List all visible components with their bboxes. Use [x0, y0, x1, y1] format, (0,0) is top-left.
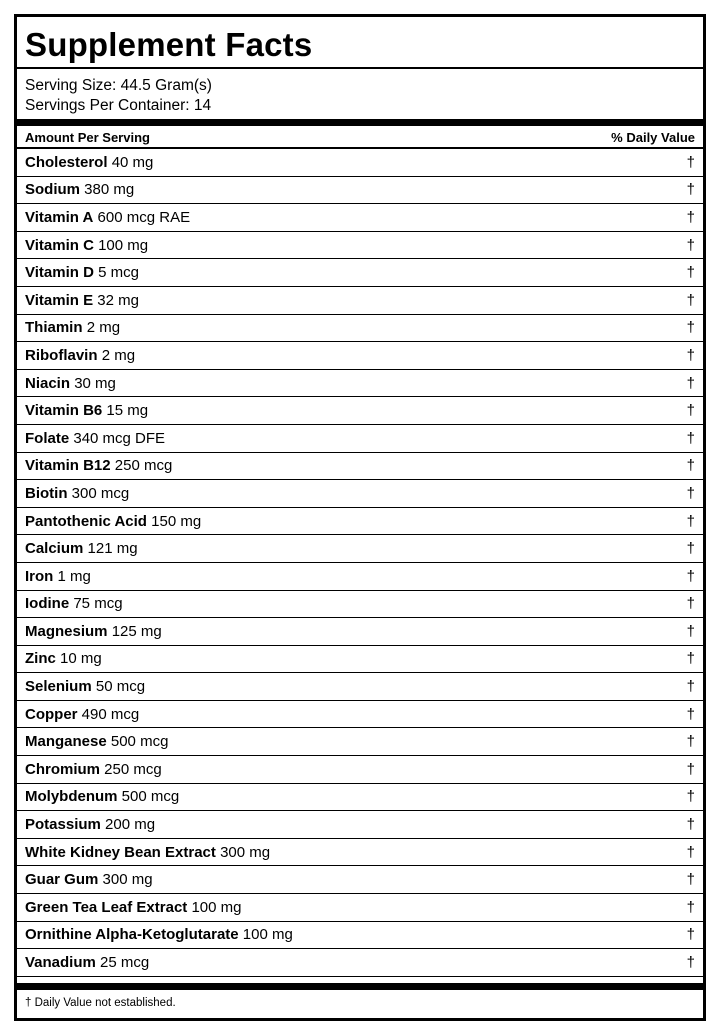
nutrient-amount: 40 mg — [111, 153, 154, 171]
nutrient-daily-value: † — [686, 843, 695, 861]
thick-divider — [17, 119, 703, 126]
nutrient-name: Calcium — [25, 540, 84, 558]
nutrient-entry — [25, 678, 145, 695]
nutrient-row — [17, 701, 703, 729]
nutrient-row — [17, 370, 703, 398]
nutrient-row — [17, 508, 703, 536]
serving-size: Serving Size: 44.5 Gram(s) — [25, 77, 212, 94]
nutrient-amount: 490 mcg — [81, 705, 140, 723]
nutrient-row — [17, 425, 703, 453]
nutrient-name: Vitamin B12 — [25, 457, 111, 475]
nutrient-amount: 2 mg — [86, 319, 121, 337]
nutrient-amount: 10 mg — [60, 650, 102, 668]
nutrient-amount: 100 mg — [242, 926, 293, 944]
nutrient-entry — [25, 954, 149, 971]
nutrient-amount: 121 mg — [87, 540, 138, 558]
nutrient-row — [17, 949, 703, 977]
nutrient-entry — [25, 706, 139, 723]
nutrient-name: Magnesium — [25, 622, 108, 640]
nutrient-daily-value: † — [686, 208, 695, 226]
nutrient-entry — [25, 926, 293, 943]
nutrient-entry — [25, 485, 129, 502]
nutrient-daily-value: † — [686, 236, 695, 254]
nutrient-daily-value: † — [686, 429, 695, 447]
nutrient-row — [17, 894, 703, 922]
nutrient-name: Molybdenum — [25, 788, 118, 806]
nutrient-name: Thiamin — [25, 319, 83, 337]
nutrient-entry — [25, 430, 165, 447]
nutrient-name: White Kidney Bean Extract — [25, 843, 216, 861]
nutrient-daily-value: † — [686, 291, 695, 309]
amount-per-serving-label: Amount Per Serving — [25, 130, 150, 145]
nutrient-entry — [25, 899, 242, 916]
nutrient-daily-value: † — [686, 622, 695, 640]
nutrient-entry — [25, 237, 148, 254]
nutrient-entry — [25, 209, 190, 226]
nutrient-row — [17, 646, 703, 674]
nutrient-daily-value: † — [686, 153, 695, 171]
nutrient-row — [17, 563, 703, 591]
nutrient-amount: 100 mg — [98, 236, 149, 254]
nutrient-amount: 500 mcg — [110, 733, 169, 751]
nutrient-daily-value: † — [686, 898, 695, 916]
nutrient-amount: 250 mcg — [104, 760, 162, 778]
nutrient-daily-value: † — [686, 650, 695, 668]
nutrient-row — [17, 342, 703, 370]
nutrient-amount: 150 mg — [151, 512, 202, 530]
nutrient-amount: 300 mcg — [71, 484, 130, 502]
nutrient-row — [17, 204, 703, 232]
nutrient-entry — [25, 568, 91, 585]
nutrient-daily-value: † — [686, 705, 695, 723]
nutrient-name: Cholesterol — [25, 153, 108, 171]
nutrient-entry — [25, 347, 135, 364]
nutrient-name: Ornithine Alpha-Ketoglutarate — [25, 926, 239, 944]
supplement-facts-panel — [14, 14, 706, 1021]
nutrient-entry — [25, 733, 168, 750]
nutrient-entry — [25, 264, 139, 281]
nutrient-amount: 1 mg — [57, 567, 91, 585]
nutrient-daily-value: † — [686, 871, 695, 889]
nutrient-amount: 30 mg — [74, 374, 116, 392]
nutrient-name: Vitamin C — [25, 236, 94, 254]
nutrient-name: Iodine — [25, 595, 70, 613]
nutrient-amount: 32 mg — [97, 291, 139, 309]
nutrient-entry — [25, 788, 179, 805]
nutrient-name: Manganese — [25, 733, 107, 751]
nutrient-daily-value: † — [686, 926, 695, 944]
nutrient-daily-value: † — [686, 567, 695, 585]
nutrient-amount: 300 mg — [102, 871, 153, 889]
nutrient-name: Chromium — [25, 760, 100, 778]
nutrient-entry — [25, 844, 270, 861]
nutrient-row — [17, 453, 703, 481]
nutrient-name: Green Tea Leaf Extract — [25, 898, 188, 916]
nutrient-name: Iron — [25, 567, 54, 585]
nutrient-name: Copper — [25, 705, 78, 723]
nutrient-amount: 380 mg — [84, 181, 135, 199]
nutrient-entry — [25, 375, 116, 392]
nutrient-name: Vitamin B6 — [25, 402, 103, 420]
nutrient-daily-value: † — [686, 484, 695, 502]
nutrient-entry — [25, 761, 162, 778]
nutrient-name: Pantothenic Acid — [25, 512, 147, 530]
nutrient-daily-value: † — [686, 954, 695, 972]
nutrient-entry — [25, 871, 153, 888]
nutrient-row — [17, 673, 703, 701]
nutrient-name: Zinc — [25, 650, 56, 668]
thick-divider-bottom — [17, 983, 703, 990]
nutrient-entry — [25, 513, 201, 530]
nutrient-amount: 5 mcg — [98, 264, 139, 282]
nutrient-amount: 340 mcg DFE — [73, 429, 166, 447]
nutrient-row — [17, 618, 703, 646]
nutrient-name: Vitamin D — [25, 264, 94, 282]
nutrient-amount: 200 mg — [105, 816, 156, 834]
nutrient-amount: 600 mcg RAE — [97, 208, 191, 226]
nutrient-amount: 15 mg — [106, 402, 149, 420]
nutrient-amount: 25 mcg — [100, 954, 150, 972]
nutrient-row — [17, 177, 703, 205]
nutrient-entry — [25, 402, 148, 419]
nutrient-daily-value: † — [686, 733, 695, 751]
nutrient-entry — [25, 292, 139, 309]
nutrient-name: Sodium — [25, 181, 80, 199]
nutrient-row — [17, 811, 703, 839]
nutrient-entry — [25, 816, 155, 833]
nutrient-row — [17, 839, 703, 867]
nutrient-entry — [25, 154, 153, 171]
nutrient-entry — [25, 319, 120, 336]
nutrient-row — [17, 922, 703, 950]
panel-title: Supplement Facts — [17, 17, 703, 69]
nutrient-amount: 75 mcg — [73, 595, 123, 613]
nutrient-row — [17, 866, 703, 894]
nutrient-name: Niacin — [25, 374, 71, 392]
nutrient-amount: 300 mg — [220, 843, 271, 861]
nutrient-name: Guar Gum — [25, 871, 99, 889]
nutrient-name: Folate — [25, 429, 70, 447]
daily-value-label: % Daily Value — [611, 130, 695, 145]
nutrient-name: Potassium — [25, 816, 101, 834]
nutrient-daily-value: † — [686, 788, 695, 806]
serving-info — [17, 69, 703, 119]
nutrient-entry — [25, 623, 162, 640]
nutrient-entry — [25, 540, 138, 557]
nutrient-row — [17, 149, 703, 177]
nutrient-row — [17, 287, 703, 315]
nutrient-amount: 125 mg — [111, 622, 162, 640]
nutrient-row — [17, 728, 703, 756]
nutrient-name: Vitamin A — [25, 208, 94, 226]
nutrient-entry — [25, 457, 172, 474]
nutrient-entry — [25, 650, 102, 667]
servings-per-container: Servings Per Container: 14 — [25, 97, 212, 114]
nutrient-name: Vanadium — [25, 954, 96, 972]
nutrient-daily-value: † — [686, 346, 695, 364]
nutrient-row — [17, 480, 703, 508]
nutrient-daily-value: † — [686, 595, 695, 613]
nutrient-row — [17, 591, 703, 619]
nutrient-name: Riboflavin — [25, 346, 98, 364]
nutrient-daily-value: † — [686, 678, 695, 696]
nutrient-daily-value: † — [686, 457, 695, 475]
nutrient-daily-value: † — [686, 402, 695, 420]
nutrient-daily-value: † — [686, 181, 695, 199]
nutrient-row — [17, 397, 703, 425]
nutrient-row — [17, 756, 703, 784]
nutrient-daily-value: † — [686, 319, 695, 337]
nutrient-daily-value: † — [686, 540, 695, 558]
nutrient-row — [17, 784, 703, 812]
nutrient-entry — [25, 181, 134, 198]
nutrient-amount: 100 mg — [191, 898, 242, 916]
nutrient-daily-value: † — [686, 760, 695, 778]
nutrient-amount: 250 mcg — [114, 457, 173, 475]
nutrient-row — [17, 259, 703, 287]
nutrient-name: Selenium — [25, 678, 92, 696]
nutrient-daily-value: † — [686, 512, 695, 530]
footnote: † Daily Value not established. — [25, 996, 176, 1009]
nutrient-daily-value: † — [686, 374, 695, 392]
nutrient-list — [17, 149, 703, 977]
nutrient-row — [17, 315, 703, 343]
nutrient-daily-value: † — [686, 816, 695, 834]
nutrient-daily-value: † — [686, 264, 695, 282]
nutrient-row — [17, 535, 703, 563]
nutrient-row — [17, 232, 703, 260]
nutrient-entry — [25, 595, 123, 612]
nutrient-amount: 500 mcg — [121, 788, 180, 806]
nutrient-name: Biotin — [25, 484, 68, 502]
column-header — [17, 126, 703, 149]
nutrient-amount: 2 mg — [101, 346, 136, 364]
nutrient-name: Vitamin E — [25, 291, 94, 309]
nutrient-amount: 50 mcg — [95, 678, 146, 696]
